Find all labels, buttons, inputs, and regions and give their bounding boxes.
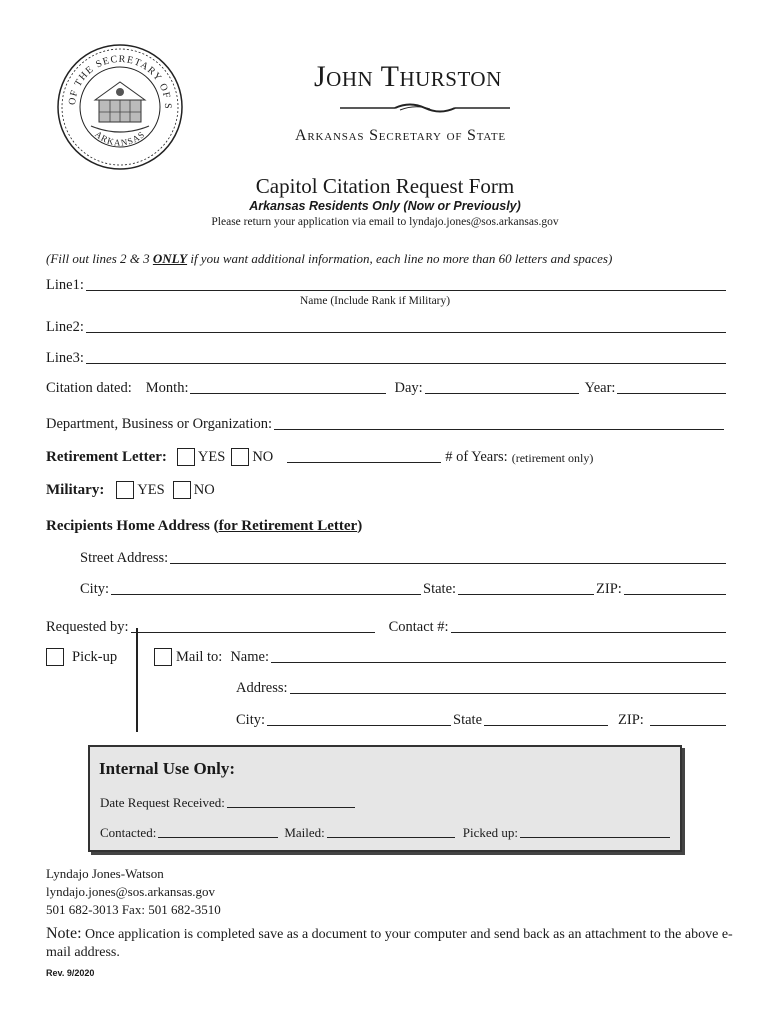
internal-title: Internal Use Only: bbox=[99, 759, 235, 778]
years-hint: (retirement only) bbox=[511, 451, 594, 465]
year-field[interactable] bbox=[617, 393, 726, 394]
state-label: State: bbox=[423, 581, 457, 597]
mail-zip-field[interactable] bbox=[650, 725, 726, 726]
contact-phone: 501 682-3013 Fax: 501 682-3510 bbox=[46, 902, 221, 917]
form-title: Capitol Citation Request Form bbox=[255, 174, 515, 198]
line2-row bbox=[46, 319, 726, 336]
line2-field[interactable] bbox=[86, 332, 726, 333]
mail-address-label: Address: bbox=[236, 680, 288, 696]
retirement-yes-checkbox[interactable] bbox=[177, 448, 195, 466]
retirement-row bbox=[46, 448, 593, 466]
recipients-heading bbox=[46, 518, 362, 535]
day-field[interactable] bbox=[425, 393, 579, 394]
footer-note bbox=[46, 925, 736, 962]
mail-address-field[interactable] bbox=[290, 693, 726, 694]
retirement-no-checkbox[interactable] bbox=[231, 448, 249, 466]
contacted-label: Contacted: bbox=[100, 825, 157, 840]
pickup-label: Pick-up bbox=[72, 649, 118, 665]
military-yes-label: YES bbox=[137, 481, 165, 498]
date-received-field[interactable] bbox=[227, 807, 355, 808]
requested-label: Requested by: bbox=[46, 619, 129, 635]
requested-field[interactable] bbox=[131, 632, 375, 633]
military-no-checkbox[interactable] bbox=[173, 481, 191, 499]
zip-field[interactable] bbox=[624, 594, 726, 595]
line3-field[interactable] bbox=[86, 363, 726, 364]
line1-row bbox=[46, 277, 726, 294]
retirement-no-option[interactable] bbox=[231, 448, 273, 466]
mail-state-field[interactable] bbox=[484, 725, 608, 726]
line1-label: Line1: bbox=[46, 277, 84, 293]
fill-note-emph: ONLY bbox=[152, 251, 188, 266]
fill-note bbox=[46, 251, 612, 267]
requested-row bbox=[46, 619, 726, 636]
line3-label: Line3: bbox=[46, 350, 84, 366]
contact-label: Contact #: bbox=[388, 619, 449, 635]
street-label: Street Address: bbox=[80, 550, 169, 566]
street-row bbox=[80, 550, 726, 567]
picked-label: Picked up: bbox=[462, 825, 519, 840]
date-received-row bbox=[100, 795, 359, 811]
military-no-label: NO bbox=[193, 481, 215, 498]
state-seal bbox=[55, 42, 185, 172]
military-yes-option[interactable] bbox=[116, 481, 164, 499]
mail-address-row bbox=[236, 680, 726, 697]
day-label: Day: bbox=[394, 380, 423, 396]
city-field[interactable] bbox=[111, 594, 421, 595]
fill-note-post: if you want additional information, each line no more than 60 letters and spaces) bbox=[187, 251, 613, 266]
seal-bottom-text: ARKANSAS bbox=[93, 128, 147, 148]
month-label: Month: bbox=[145, 380, 189, 396]
mailto-checkbox[interactable] bbox=[154, 648, 172, 666]
footer-note-label: Note: bbox=[46, 925, 82, 942]
mail-city-field[interactable] bbox=[267, 725, 451, 726]
mailed-field[interactable] bbox=[327, 837, 455, 838]
mail-city-row bbox=[236, 712, 726, 729]
pickup-option[interactable] bbox=[46, 648, 117, 666]
years-field[interactable] bbox=[287, 462, 441, 463]
retirement-yes-option[interactable] bbox=[177, 448, 225, 466]
year-label: Year: bbox=[584, 380, 616, 396]
contact-block bbox=[46, 865, 221, 919]
department-row bbox=[46, 416, 724, 433]
footer-note-text: Once application is completed save as a document to your computer and send back as an attachment to the above e-mail address. bbox=[46, 927, 733, 960]
line1-field[interactable] bbox=[86, 290, 726, 291]
retirement-label: Retirement Letter: bbox=[46, 449, 167, 465]
recipients-link: for Retirement Letter bbox=[218, 518, 358, 534]
citation-row bbox=[46, 380, 726, 397]
ornament-divider bbox=[340, 101, 510, 115]
department-label: Department, Business or Organization: bbox=[46, 416, 273, 432]
contact-field[interactable] bbox=[451, 632, 726, 633]
pickup-checkbox[interactable] bbox=[46, 648, 64, 666]
contact-email: lyndajo.jones@sos.arkansas.gov bbox=[46, 884, 216, 899]
city-state-zip-row bbox=[80, 581, 726, 598]
mail-name-label: Name: bbox=[230, 649, 269, 665]
mail-zip-label: ZIP: bbox=[618, 712, 644, 728]
contact-name: Lyndajo Jones-Watson bbox=[46, 866, 164, 881]
form-instructions: Please return your application via email to lyndajo.jones@sos.arkansas.gov bbox=[211, 216, 559, 228]
header-name: John Thurston bbox=[314, 60, 502, 93]
years-label: # of Years: bbox=[445, 449, 508, 465]
mailed-label: Mailed: bbox=[284, 825, 325, 840]
header-subtitle: Arkansas Secretary of State bbox=[295, 127, 506, 144]
military-row bbox=[46, 481, 215, 499]
mail-city-label: City: bbox=[236, 712, 266, 728]
street-field[interactable] bbox=[170, 563, 726, 564]
month-field[interactable] bbox=[190, 393, 386, 394]
citation-label: Citation dated: bbox=[46, 380, 132, 396]
zip-label: ZIP: bbox=[596, 581, 622, 597]
city-label: City: bbox=[80, 581, 110, 597]
revision-label: Rev. 9/2020 bbox=[46, 968, 95, 978]
retirement-yes-label: YES bbox=[197, 448, 226, 465]
state-field[interactable] bbox=[458, 594, 594, 595]
mailto-label: Mail to: bbox=[176, 649, 223, 665]
internal-use-box bbox=[88, 745, 682, 852]
military-no-option[interactable] bbox=[173, 481, 215, 499]
picked-field[interactable] bbox=[520, 837, 670, 838]
recipients-close: ) bbox=[357, 518, 363, 534]
internal-status-row bbox=[100, 825, 670, 841]
military-yes-checkbox[interactable] bbox=[116, 481, 134, 499]
military-label: Military: bbox=[46, 482, 105, 498]
line3-row bbox=[46, 350, 726, 367]
fill-note-pre: (Fill out lines 2 & 3 bbox=[46, 251, 153, 266]
pickup-divider bbox=[136, 628, 138, 732]
line2-label: Line2: bbox=[46, 319, 84, 335]
department-field[interactable] bbox=[274, 429, 724, 430]
contacted-field[interactable] bbox=[158, 837, 278, 838]
retirement-no-label: NO bbox=[252, 448, 274, 465]
seal-top-text: OF THE SECRETARY OF S bbox=[66, 53, 174, 110]
mail-name-field[interactable] bbox=[271, 662, 726, 663]
mail-state-label: State bbox=[453, 712, 483, 728]
date-received-label: Date Request Received: bbox=[100, 795, 225, 810]
mailto-name-row bbox=[154, 648, 726, 666]
recipients-label: Recipients Home Address ( bbox=[46, 518, 219, 534]
form-subtitle: Arkansas Residents Only (Now or Previously) bbox=[249, 199, 521, 213]
line1-hint: Name (Include Rank if Military) bbox=[300, 295, 451, 307]
